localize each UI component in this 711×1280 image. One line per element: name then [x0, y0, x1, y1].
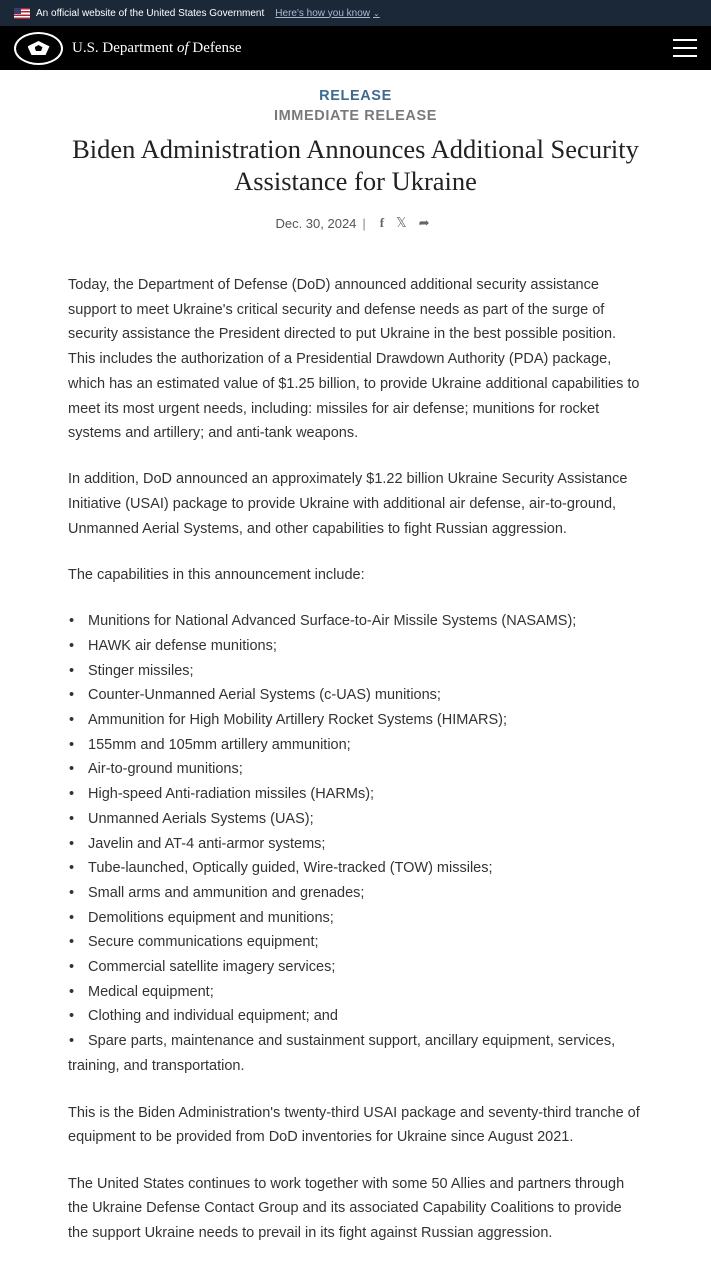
article-subkicker: IMMEDIATE RELEASE [274, 108, 437, 124]
paragraph-usai: In addition, DoD announced an approximately $1.22 billion Ukraine Security Assistance Initiative (USAI) package to provide Ukraine with additional air defense, air-to-ground, Unmanned Aerial Systems, and other capabilities to fight Russian aggression. [68, 471, 628, 537]
article [0, 88, 711, 1246]
list-item: • Air-to-ground munitions; [68, 757, 643, 782]
paragraph-tranche: This is the Biden Administration's twenty-third USAI package and seventy-third tranche of equipment to be provided from DoD inventories for Ukraine since August 2021. [68, 1104, 640, 1146]
article-body [68, 273, 643, 1246]
paragraph-capabilities-lead: The capabilities in this announcement include: [68, 567, 365, 584]
list-item: • HAWK air defense munitions; [68, 634, 643, 659]
list-item: • Small arms and ammunition and grenades; [68, 881, 643, 906]
list-item: • Clothing and individual equipment; and [68, 1004, 643, 1029]
pentagon-seal-icon [14, 32, 63, 65]
list-item: • Secure communications equipment; [68, 930, 643, 955]
us-flag-icon [14, 8, 30, 19]
list-item: • Stinger missiles; [68, 659, 643, 684]
list-item: • 155mm and 105mm artillery ammunition; [68, 733, 643, 758]
gov-banner [0, 0, 711, 26]
site-name[interactable]: U.S. Department of Defense [72, 39, 242, 56]
capabilities-list [68, 609, 643, 1078]
heres-how-you-know-link[interactable] [275, 8, 379, 19]
article-title: Biden Administration Announces Additional Security Assistance for Ukraine [72, 134, 639, 196]
list-item: • Unmanned Aerials Systems (UAS); [68, 807, 643, 832]
list-item: • Ammunition for High Mobility Artillery Rocket Systems (HIMARS); [68, 708, 643, 733]
list-item: • Tube-launched, Optically guided, Wire-tracked (TOW) missiles; [68, 856, 643, 881]
x-icon[interactable]: 𝕏 [396, 215, 407, 230]
list-item: • Munitions for National Advanced Surface-to-Air Missile Systems (NASAMS); [68, 609, 643, 634]
list-item: • Medical equipment; [68, 980, 643, 1005]
article-meta [68, 215, 643, 231]
list-item: • Commercial satellite imagery services; [68, 955, 643, 980]
article-date: Dec. 30, 2024 [275, 215, 357, 231]
hamburger-menu-icon[interactable] [673, 39, 697, 57]
site-logo-link[interactable] [14, 32, 242, 65]
list-item: • High-speed Anti-radiation missiles (HARMs); [68, 782, 643, 807]
share-icon[interactable]: ➦ [418, 215, 430, 230]
facebook-icon[interactable]: f [379, 215, 385, 230]
list-item: • Spare parts, maintenance and sustainment support, ancillary equipment, services, training, and transportation. [68, 1029, 643, 1078]
site-header [0, 26, 711, 70]
list-item: • Demolitions equipment and munitions; [68, 906, 643, 931]
article-kicker: RELEASE [319, 88, 392, 104]
list-item: • Counter-Unmanned Aerial Systems (c-UAS) munitions; [68, 683, 643, 708]
paragraph-intro: Today, the Department of Defense (DoD) announced additional security assistance support to meet Ukraine's critical security and defense needs as part of the surge of security assistance the President directed to put Ukraine in the best possible position. This includes the authorization of a Presidential Drawdown Authority (PDA) package, which has an estimated value of $1.25 billion, to provide Ukraine additional capabilities to meet its most urgent needs, including: missiles for air defense; munitions for rocket systems and artillery; and anti-tank weapons. [68, 277, 640, 442]
meta-separator: | [362, 215, 366, 231]
list-item: • Javelin and AT-4 anti-armor systems; [68, 832, 643, 857]
paragraph-allies: The United States continues to work together with some 50 Allies and partners through the Ukraine Defense Contact Group and its associated Capability Coalitions to provide the support Ukraine needs to prevail in its fight against Russian aggression. [68, 1175, 625, 1241]
heres-how-you-know-label[interactable]: Here's how you know [275, 7, 371, 19]
chevron-down-icon: ⌄ [373, 8, 380, 18]
gov-banner-text: An official website of the United States Government [36, 7, 265, 19]
